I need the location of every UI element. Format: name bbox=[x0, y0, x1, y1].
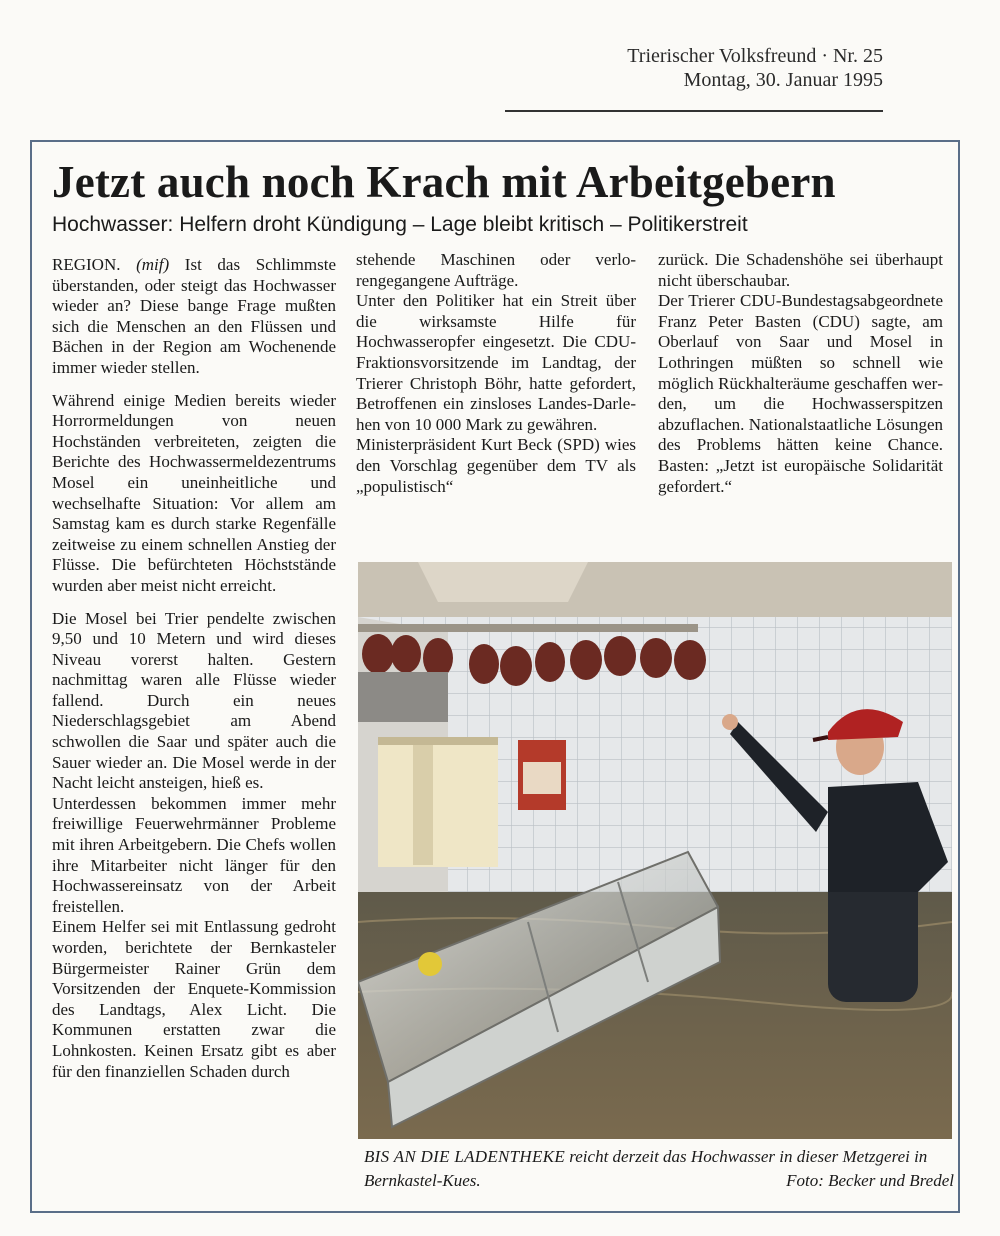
paragraph: Unter den Politiker hat ein Streit über die wirksamste Hilfe für Hochwasseropfer eingesetzt. Die CDU-Fraktionsvorsitzende im Landtag, der Trierer Christoph Böhr, hatte gefordert, Betroffenen ein zinsloses Landes-Darlehen von 10 000 Mark zu gewähren. bbox=[356, 291, 636, 434]
caption-lead: BIS AN DIE LADENTHEKE bbox=[364, 1147, 566, 1166]
paragraph: Während einige Medien bereits wieder Horrormeldungen von neuen Hochständen verbreiteten, zeigten die Berichte des Hochwassermeldezentrums Mosel ein uneinheitliche und wechselhafte Situation: Vor allem am Samstag kam es durch starke Regenfälle zeitweise zu einem schnellen Anstieg der Flüsse. Die befürchteten Höchststände wurden aber meist nicht erreicht. bbox=[52, 390, 336, 595]
subheadline: Hochwasser: Helfern droht Kündigung – Lage bleibt kritisch – Politikerstreit bbox=[52, 213, 748, 236]
caption-text: reicht derzeit das Hochwasser in dieser Metzgerei in Bernkastel-Kues. bbox=[364, 1147, 928, 1190]
paragraph: Der Trierer CDU-Bundestagsabgeordnete Franz Peter Basten (CDU) sagte, am Oberlauf von Saar und Mosel in Lothringen müßten so schnell wie möglich Rückhalteräume geschaffen werden, um die Hochwasserspitzen abzuflachen. Nationalstaatliche Lösungen des Problems hätten keine Chance. Basten: „Jetzt ist europäische Solidarität gefordert.“ bbox=[658, 291, 943, 496]
masthead-rule bbox=[505, 110, 883, 112]
paragraph bbox=[52, 255, 336, 379]
paragraph: stehende Maschinen oder verlorengegangene Aufträge. bbox=[356, 250, 636, 290]
photo-credit: Foto: Becker und Bredel bbox=[786, 1171, 954, 1190]
column-3 bbox=[658, 250, 943, 497]
dateline: REGION. bbox=[52, 255, 121, 274]
column-1 bbox=[52, 255, 336, 1082]
column-2 bbox=[356, 250, 636, 497]
flood-photo bbox=[358, 562, 952, 1139]
headline: Jetzt auch noch Krach mit Arbeitgebern bbox=[52, 157, 836, 207]
publication-date: Montag, 30. Januar 1995 bbox=[683, 69, 883, 91]
paragraph-text: Ist das Schlimmste überstanden, oder steigt das Hochwasser wieder an? Diese bange Frage mußten sich die Menschen an den Flüssen und Bächen in der Region am Wochenende immer wieder stellen. bbox=[52, 255, 337, 377]
paragraph: zurück. Die Schadenshöhe sei überhaupt nicht überschaubar. bbox=[658, 250, 943, 290]
masthead bbox=[505, 44, 883, 92]
paragraph: Ministerpräsident Kurt Beck (SPD) wies den Vorschlag gegenüber dem TV als „populistisch“ bbox=[356, 435, 636, 496]
newspaper-name-issue: Trierischer Volksfreund · Nr. 25 bbox=[627, 45, 883, 67]
photo-caption bbox=[364, 1145, 954, 1193]
paragraph: Unterdessen bekommen immer mehr freiwillige Feuerwehrmänner Probleme mit ihren Arbeitgebern. Die Chefs wollen ihre Mitarbeiter nicht länger für den Hochwassereinsatz von der Arbeit freistellen. bbox=[52, 793, 336, 916]
paragraph: Einem Helfer sei mit Entlassung gedroht worden, berichtete der Bernkasteler Bürgermeister Rainer Grün dem Vorsitzenden der Enquete-Kommission des Landtags, Alex Licht. Die Kommunen erstatten zwar die Lohnkosten. Keinen Ersatz gibt es aber für den finanziellen Schaden durch bbox=[52, 917, 336, 1081]
author-tag: (mif) bbox=[136, 255, 170, 274]
paragraph: Die Mosel bei Trier pendelte zwischen 9,50 und 10 Metern und wird dieses Niveau vorerst halten. Gestern nachmittag waren alle Flüsse wieder fallend. Durch ein neues Niederschlagsgebiet am Abend schwollen die Saar und später auch die Sauer wieder an. Die Mosel werde in der Nacht leicht ansteigen, hieß es. bbox=[52, 608, 336, 793]
